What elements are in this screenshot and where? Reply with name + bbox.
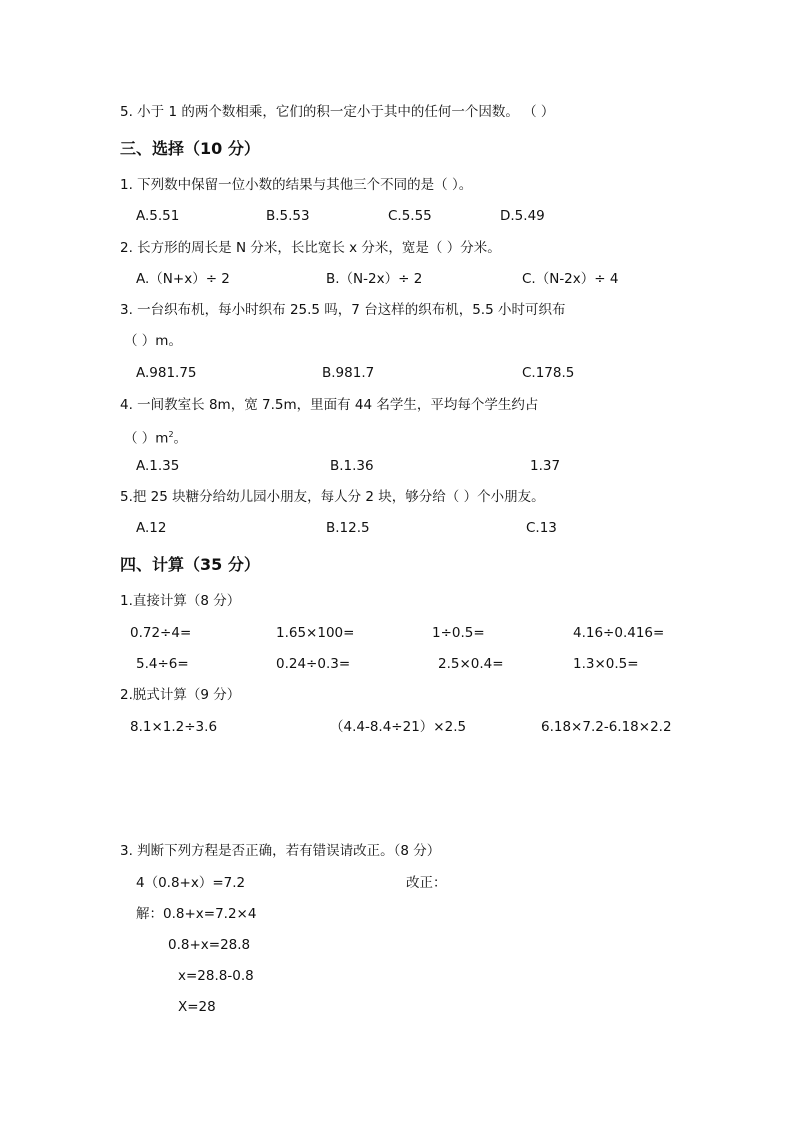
q4-stem-line2-pre: （ ）m bbox=[124, 430, 169, 447]
calc-2-1: 5.4÷6= bbox=[136, 656, 189, 672]
calc-2-2: 0.24÷0.3= bbox=[276, 656, 351, 672]
q3-option-b: B.981.7 bbox=[322, 365, 375, 381]
calc-1-1: 0.72÷4= bbox=[130, 625, 192, 641]
q4-option-a: A.1.35 bbox=[136, 458, 180, 474]
calc-1-3: 1÷0.5= bbox=[432, 625, 485, 641]
part1-title: 1.直接计算（8 分） bbox=[120, 593, 241, 609]
section-4-title: 四、计算（35 分） bbox=[120, 555, 260, 574]
q3-option-a: A.981.75 bbox=[136, 365, 197, 381]
solution-step-1: 解：0.8+x=7.2×4 bbox=[136, 906, 257, 922]
solution-step-3: x=28.8-0.8 bbox=[178, 968, 254, 984]
calc-2-3: 2.5×0.4= bbox=[438, 656, 504, 672]
correction-label: 改正： bbox=[406, 875, 447, 891]
calc-2-4: 1.3×0.5= bbox=[573, 656, 639, 672]
q4-option-c: 1.37 bbox=[530, 458, 561, 474]
q4-superscript: 2 bbox=[168, 430, 174, 439]
q1-option-c: C.5.55 bbox=[388, 208, 432, 224]
q1-option-d: D.5.49 bbox=[500, 208, 545, 224]
q2-option-a: A.（N+x）÷ 2 bbox=[136, 271, 230, 287]
q1-option-a: A.5.51 bbox=[136, 208, 180, 224]
q2-stem: 2. 长方形的周长是 N 分米，长比宽长 x 分米，宽是（ ）分米。 bbox=[120, 240, 501, 256]
q4-stem-line2-post: 。 bbox=[173, 430, 188, 447]
solution-step-4: X=28 bbox=[178, 999, 216, 1015]
judge-item-5: 5. 小于 1 的两个数相乘，它们的积一定小于其中的任何一个因数。 （ ） bbox=[120, 104, 555, 120]
section-3-title: 三、选择（10 分） bbox=[120, 139, 260, 158]
q5-stem: 5.把 25 块糖分给幼儿园小朋友，每人分 2 块，够分给（ ）个小朋友。 bbox=[120, 489, 545, 505]
q4-option-b: B.1.36 bbox=[330, 458, 374, 474]
q3-stem-line2: （ ）m。 bbox=[124, 333, 182, 349]
q4-stem-line2 bbox=[124, 427, 187, 447]
part3-title: 3. 判断下列方程是否正确，若有错误请改正。（8 分） bbox=[120, 843, 441, 859]
q3-option-c: C.178.5 bbox=[522, 365, 575, 381]
q5-option-a: A.12 bbox=[136, 520, 167, 536]
q1-stem: 1. 下列数中保留一位小数的结果与其他三个不同的是（ ）。 bbox=[120, 177, 473, 193]
q2-option-b: B.（N-2x）÷ 2 bbox=[326, 271, 423, 287]
q3-stem-line1: 3. 一台织布机，每小时织布 25.5 吗，7 台这样的织布机，5.5 小时可织布 bbox=[120, 302, 566, 318]
expr-1: 8.1×1.2÷3.6 bbox=[130, 719, 218, 735]
q5-option-c: C.13 bbox=[526, 520, 557, 536]
calc-1-2: 1.65×100= bbox=[276, 625, 355, 641]
q4-stem-line1: 4. 一间教室长 8m，宽 7.5m，里面有 44 名学生，平均每个学生约占 bbox=[120, 397, 539, 413]
part2-title: 2.脱式计算（9 分） bbox=[120, 687, 241, 703]
q2-option-c: C.（N-2x）÷ 4 bbox=[522, 271, 619, 287]
q5-option-b: B.12.5 bbox=[326, 520, 370, 536]
q1-option-b: B.5.53 bbox=[266, 208, 310, 224]
expr-2: （4.4-8.4÷21）×2.5 bbox=[330, 719, 467, 735]
calc-1-4: 4.16÷0.416= bbox=[573, 625, 665, 641]
solution-step-2: 0.8+x=28.8 bbox=[168, 937, 251, 953]
expr-3: 6.18×7.2-6.18×2.2 bbox=[541, 719, 672, 735]
equation: 4（0.8+x）=7.2 bbox=[136, 875, 246, 891]
